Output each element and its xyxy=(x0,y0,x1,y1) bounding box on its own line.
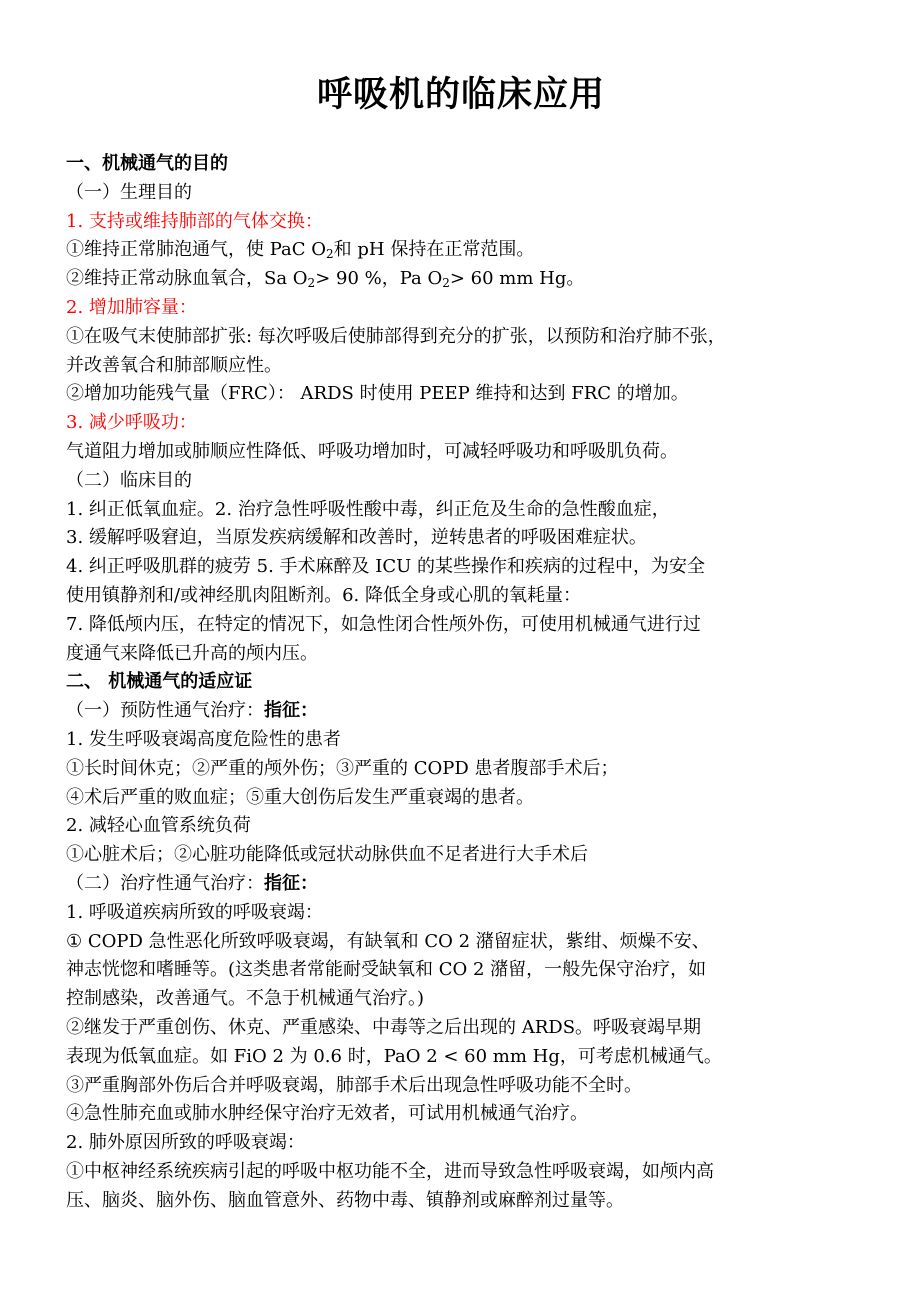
paragraph-line: 2. 肺外原因所致的呼吸衰竭： xyxy=(66,1132,305,1154)
text-segment: （一）预防性通气治疗： xyxy=(66,700,264,722)
document-page xyxy=(66,70,856,1215)
subscript: 2 xyxy=(326,247,334,262)
subscript: 2 xyxy=(442,276,450,291)
indication-label: 指征： xyxy=(264,872,318,894)
section-heading: 一、机械通气的目的 xyxy=(66,153,228,174)
text-segment: ②维持正常动脉血氧合，Sa O xyxy=(66,268,308,290)
item-title: 2. 增加肺容量： xyxy=(66,296,197,318)
text-segment: ①维持正常肺泡通气，使 PaC O xyxy=(66,239,327,261)
paragraph-line: ①在吸气末使肺部扩张: 每次呼吸后使肺部得到充分的扩张，以预防和治疗肺不张， xyxy=(66,325,726,347)
paragraph-line: 表现为低氧血症。如 FiO 2 为 0.6 时，PaO 2 < 60 mm Hg，可考虑机械通气。 xyxy=(66,1045,722,1067)
paragraph-line: ④急性肺充血或肺水肿经保守治疗无效者，可试用机械通气治疗。 xyxy=(66,1103,588,1125)
paragraph-line: 1. 呼吸道疾病所致的呼吸衰竭： xyxy=(66,901,323,923)
section-heading: 二、 机械通气的适应证 xyxy=(66,671,253,693)
paragraph-line: ③严重胸部外伤后合并呼吸衰竭，肺部手术后出现急性呼吸功能不全时。 xyxy=(66,1074,642,1096)
paragraph-line: ②继发于严重创伤、休克、严重感染、中毒等之后出现的 ARDS。呼吸衰竭早期 xyxy=(66,1016,702,1038)
text-segment: > 90 %，Pa O xyxy=(315,268,443,290)
paragraph-line: 7. 降低颅内压，在特定的情况下，如急性闭合性颅外伤，可使用机械通气进行过 xyxy=(66,613,701,635)
paragraph-line: 4. 纠正呼吸肌群的疲劳 5. 手术麻醉及 ICU 的某些操作和疾病的过程中，为安全 xyxy=(66,556,706,578)
subsection-heading xyxy=(66,697,856,726)
indication-label: 指征： xyxy=(264,700,318,722)
paragraph-line: ④术后严重的败血症；⑤重大创伤后发生严重衰竭的患者。 xyxy=(66,786,534,808)
text-segment: 和 pH 保持在正常范围。 xyxy=(333,239,535,261)
paragraph-line: 2. 减轻心血管系统负荷 xyxy=(66,815,251,837)
paragraph-line: ②增加功能残气量（FRC）： ARDS 时使用 PEEP 维持和达到 FRC 的增加。 xyxy=(66,383,689,405)
paragraph-line: 1. 纠正低氧血症。2. 治疗急性呼吸性酸中毒，纠正危及生命的急性酸血症， xyxy=(66,498,670,520)
subsection-heading xyxy=(66,870,856,899)
paragraph-line: 度通气来降低已升高的颅内压。 xyxy=(66,642,318,664)
paragraph-line: ①长时间休克；②严重的颅外伤；③严重的 COPD 患者腹部手术后； xyxy=(66,757,619,779)
subsection-heading: （一）生理目的 xyxy=(66,181,192,203)
text-segment: （二）治疗性通气治疗： xyxy=(66,872,264,894)
subsection-heading: （二）临床目的 xyxy=(66,469,192,491)
paragraph-line: ① COPD 急性恶化所致呼吸衰竭，有缺氧和 CO 2 潴留症状，紫绀、烦燥不安、 xyxy=(66,930,710,952)
page-title: 呼吸机的临床应用 xyxy=(316,75,605,115)
paragraph-line xyxy=(66,236,856,265)
paragraph-line: 压、脑炎、脑外伤、脑血管意外、药物中毒、镇静剂或麻醉剂过量等。 xyxy=(66,1189,624,1211)
item-title: 3. 减少呼吸功： xyxy=(66,412,197,434)
paragraph-line: ①中枢神经系统疾病引起的呼吸中枢功能不全，进而导致急性呼吸衰竭，如颅内高 xyxy=(66,1160,714,1182)
text-segment: > 60 mm Hg。 xyxy=(449,268,585,290)
subscript: 2 xyxy=(307,276,316,291)
paragraph-line: 1. 发生呼吸衰竭高度危险性的患者 xyxy=(66,728,341,750)
paragraph-line: 3. 缓解呼吸窘迫，当原发疾病缓解和改善时，逆转患者的呼吸困难症状。 xyxy=(66,527,647,549)
paragraph-line: 神志恍惚和嗜睡等。(这类患者常能耐受缺氧和 CO 2 潴留，一般先保守治疗，如 xyxy=(66,959,707,981)
paragraph-line: 使用镇静剂和/或神经肌肉阻断剂。6. 降低全身或心肌的氧耗量： xyxy=(66,584,581,606)
paragraph-line: 控制感染，改善通气。不急于机械通气治疗。) xyxy=(66,988,425,1010)
paragraph-line: 气道阻力增加或肺顺应性降低、呼吸功增加时，可减轻呼吸功和呼吸肌负荷。 xyxy=(66,440,678,462)
paragraph-line: ①心脏术后；②心脏功能降低或冠状动脉供血不足者进行大手术后 xyxy=(66,844,588,866)
paragraph-line xyxy=(66,265,856,294)
paragraph-line: 并改善氧合和肺部顺应性。 xyxy=(66,354,282,376)
item-title: 1. 支持或维持肺部的气体交换： xyxy=(66,210,323,232)
